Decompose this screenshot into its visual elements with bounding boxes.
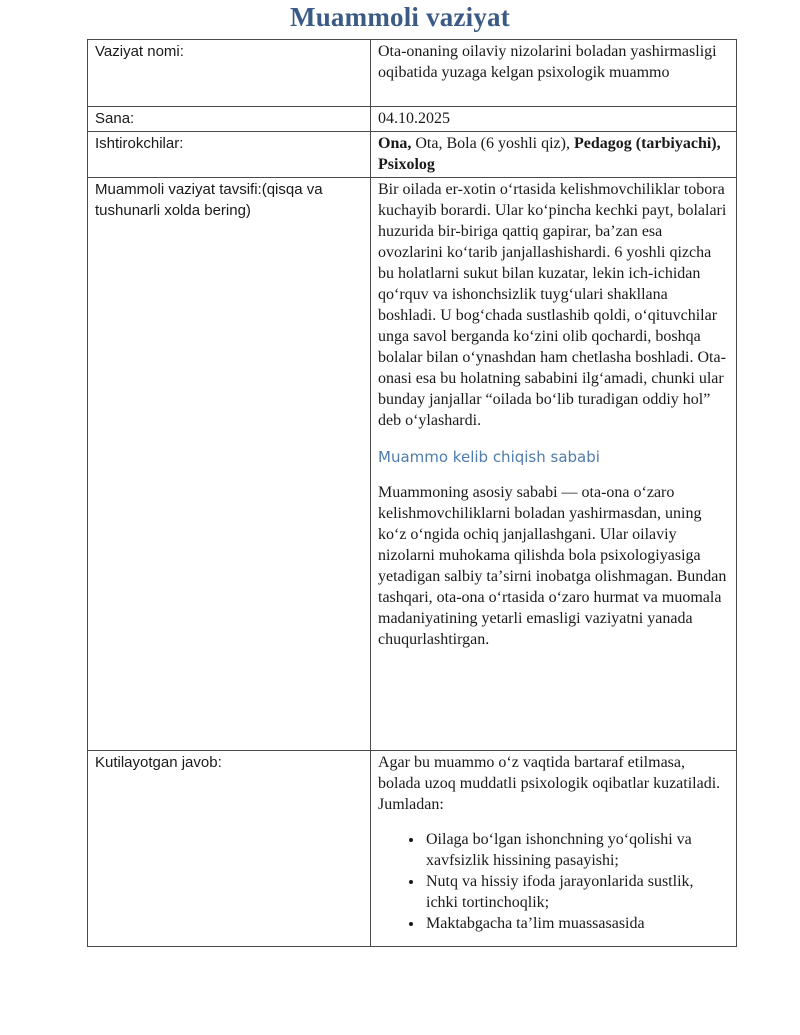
expected-intro: Agar bu muammo oʻz vaqtida bartaraf etilmasa, bolada uzoq muddatli psixologik oqibatlar kuzatiladi. Jumladan: — [378, 754, 721, 813]
cause-heading: Muammo kelib chiqish sababi — [378, 448, 600, 466]
description-paragraph: Bir oilada er-xotin oʻrtasida kelishmovchiliklar tobora kuchayib borardi. Ular koʻpincha kechki payt, bolalari huzurida bir-biriga qattiq gapirar, baʼzan esa ovozlarini koʻtarib janjallashishardi. 6 yoshli qizcha bu holatlarni sukut bilan kuzatar, lekin ich-ichidan qoʻrquv va ishonchsizlik tuygʻulari shakllana boshladi. U bogʻchada sustlashib qoldi, oʻqituvchilar unga savol berganda koʻzini olib qochardi, boshqa bolalar bilan oʻynashdan ham chetlasha boshladi. Ota-onasi esa bu holatning sababini ilgʻamadi, chunki ular bunday janjallar “oilada boʻlib turadigan oddiy hol” deb oʻylashardi. — [378, 181, 727, 429]
date-label: Sana: — [88, 107, 371, 132]
participants-label: Ishtirokchilar: — [88, 132, 371, 178]
table-row — [88, 107, 737, 132]
participant-others: Ota, Bola (6 yoshli qiz), — [411, 135, 574, 152]
date-value: 04.10.2025 — [371, 107, 737, 132]
list-item: • Oilaga boʻlgan ishonchning yoʻqolishi va xavfsizlik hissining pasayishi; — [424, 829, 729, 871]
table-row — [88, 178, 737, 751]
description-value — [371, 178, 737, 751]
table-row — [88, 751, 737, 947]
consequence-list — [378, 829, 729, 934]
situation-name-value: Ota-onaning oilaviy nizolarini boladan yashirmasligi oqibatida yuzaga kelgan psixologik muammo — [371, 40, 737, 107]
situation-name-label: Vaziyat nomi: — [88, 40, 371, 107]
participant-specialists: Pedagog (tarbiyachi), Psixolog — [378, 135, 721, 173]
table-row — [88, 40, 737, 107]
cause-paragraph: Muammoning asosiy sababi — ota-ona oʻzaro kelishmovchiliklarni boladan yashirmasdan, uning koʻz oʻngida ochiq janjallashgani. Ular oilaviy nizolarni muhokama qilishda bola psixologiyasiga yetadigan salbiy taʼsirni inobatga olishmagan. Bundan tashqari, ota-ona oʻrtasida oʻzaro hurmat va muomala madaniyatining yetarli emasligi vaziyatni yanada chuqurlashtirgan. — [378, 484, 727, 648]
participant-mother: Ona, — [378, 135, 412, 152]
table-row — [88, 132, 737, 178]
expected-answer-label: Kutilayotgan javob: — [88, 751, 371, 947]
list-item: • Nutq va hissiy ifoda jarayonlarida sustlik, ichki tortinchoqlik; — [424, 871, 729, 913]
list-item: • Maktabgacha taʼlim muassasasida — [424, 913, 729, 934]
page-title: Muammoli vaziyat — [290, 2, 510, 32]
expected-answer-value — [371, 751, 737, 947]
situation-table — [87, 39, 737, 947]
participants-value — [371, 132, 737, 178]
description-label: Muammoli vaziyat tavsifi:(qisqa va tushunarli xolda bering) — [88, 178, 371, 751]
